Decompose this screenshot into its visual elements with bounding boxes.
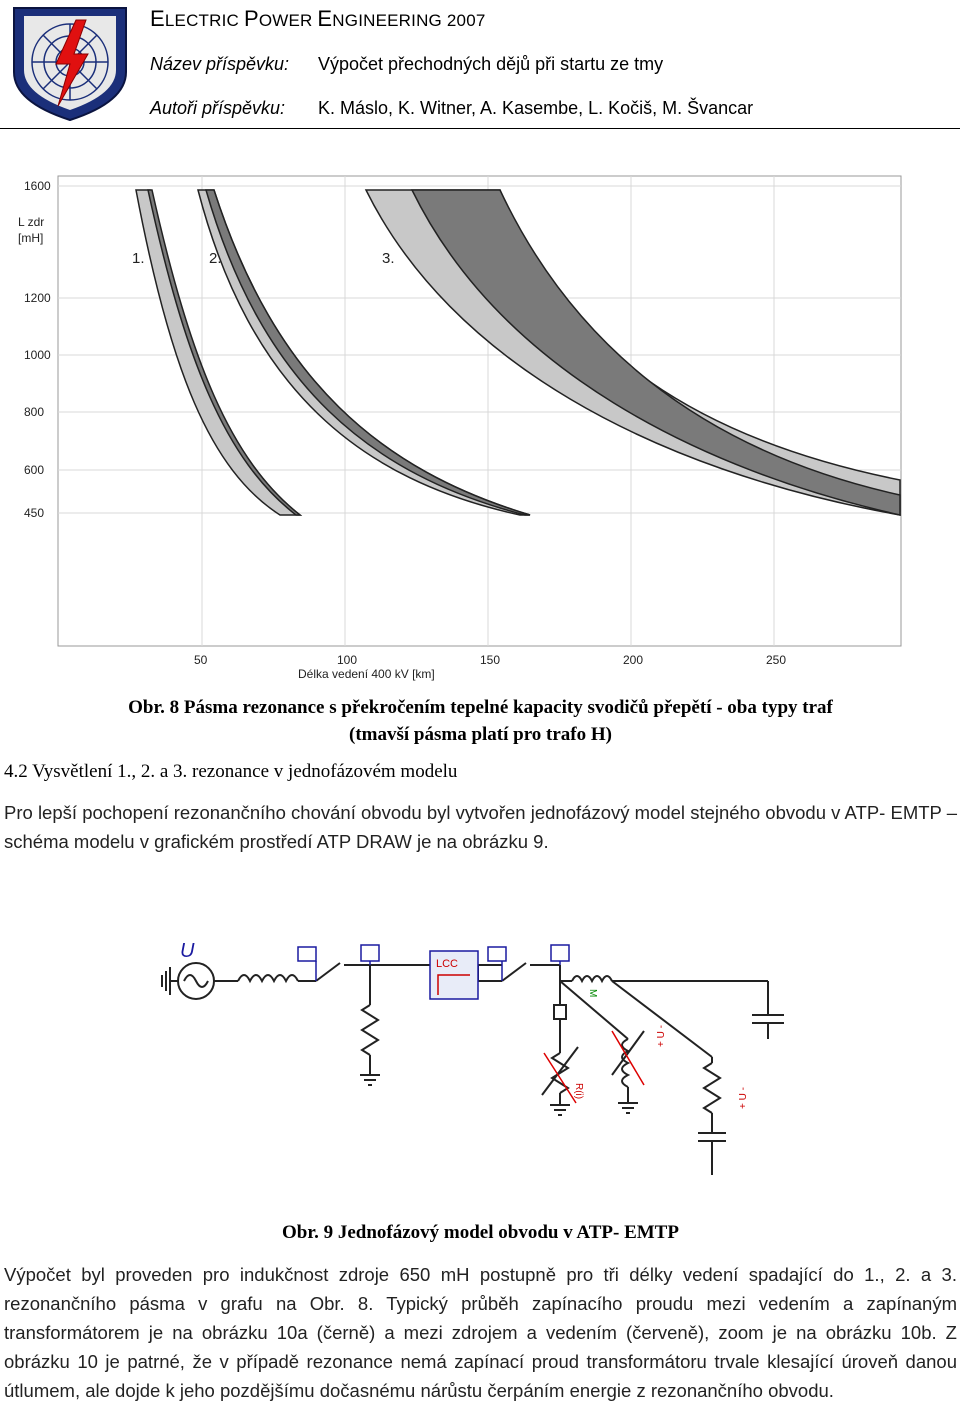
x-axis-label: Délka vedení 400 kV [km] (298, 667, 435, 681)
y-axis-label-2: [mH] (18, 231, 44, 245)
switch-2-icon (502, 963, 526, 981)
x-tick-label: 250 (766, 653, 787, 667)
y-tick-label: 1200 (24, 291, 51, 305)
probe-label-4: R(i) (573, 1083, 584, 1100)
y-tick-label: 1000 (24, 348, 51, 362)
conference-logo (6, 2, 134, 122)
authors-row (150, 98, 753, 119)
y-tick-label: 800 (24, 405, 45, 419)
y-tick-label: 450 (24, 506, 45, 520)
conference-title: ELECTRIC POWER ENGINEERING 2007 (150, 6, 486, 31)
probe-label-2: + U - (656, 1025, 667, 1047)
y-tick-label: 600 (24, 463, 45, 477)
x-tick-label: 50 (194, 653, 208, 667)
circuit-schematic (0, 935, 960, 1205)
paper-title-label: Název příspěvku: (150, 54, 290, 74)
resonance-chart (0, 170, 960, 690)
paper-title-row (150, 54, 663, 75)
y-tick-label: 1600 (24, 179, 51, 193)
band-label-2: 2. (209, 250, 222, 267)
figure8-caption: Obr. 8 Pásma rezonance s překročením tepelné kapacity svodičů přepětí - oba typy traf (tmavší pásma platí pro trafo H) (128, 697, 833, 745)
resistor-1-icon (362, 1005, 378, 1055)
probe-label-3: + U - (738, 1087, 749, 1109)
lcc-label: LCC (436, 958, 459, 970)
nonlinear-inductor-icon (622, 1039, 628, 1087)
figure9-caption: Obr. 9 Jednofázový model obvodu v ATP- EMTP (282, 1222, 679, 1243)
band-label-3: 3. (382, 250, 395, 267)
source-label: U (180, 940, 195, 962)
paper-title: Výpočet přechodných dějů při startu ze tmy (318, 54, 664, 74)
paragraph-2: Výpočet byl proveden pro indukčnost zdroje 650 mH postupně pro tři délky vedení spadající do 1., 2. a 3. rezonančního pásma v grafu na Obr. 8. Typický průběh zapínacího proudu mezi vedením a zapínaným transformátorem je na obrázku 10a (černě) a mezi zdrojem a vedením (červeně), zoom je na obrázku 10b. Z obrázku 10 je patrné, že v případě rezonance nemá zapínací proud transformátoru trvale klesající úroveň danou útlumem, ale dojde k jeho pozdějšímu dočasnému nárůstu čerpáním energie z rezonančního obvodu. (4, 1264, 957, 1401)
voltage-probe-1 (361, 945, 379, 965)
probe-label-1: M (587, 989, 598, 998)
x-tick-label: 100 (337, 653, 358, 667)
source-inductor-icon (238, 975, 298, 981)
series-resistor-icon (554, 1005, 566, 1019)
authors-label: Autoři příspěvku: (150, 98, 286, 118)
transformer-inductor-icon (572, 976, 612, 981)
x-tick-label: 200 (623, 653, 644, 667)
paragraph-1: Pro lepší pochopení rezonančního chování obvodu byl vytvořen jednofázový model stejného obvodu v ATP- EMTP – schéma modelu v grafickém prostředí ATP DRAW je na obrázku 9. (4, 802, 957, 852)
section-heading: 4.2 Vysvětlení 1., 2. a 3. rezonance v jednofázovém modelu (4, 761, 458, 782)
resistor-2-icon (704, 1063, 720, 1113)
switch-1-icon (316, 963, 340, 981)
header-rule (0, 128, 960, 129)
y-axis-label-1: L zdr (18, 215, 45, 229)
voltage-probe-2 (551, 945, 569, 965)
current-probe-1 (298, 947, 316, 981)
authors: K. Máslo, K. Witner, A. Kasembe, L. Kočiš, M. Švancar (318, 98, 754, 118)
x-tick-label: 150 (480, 653, 501, 667)
band-label-1: 1. (132, 250, 145, 267)
